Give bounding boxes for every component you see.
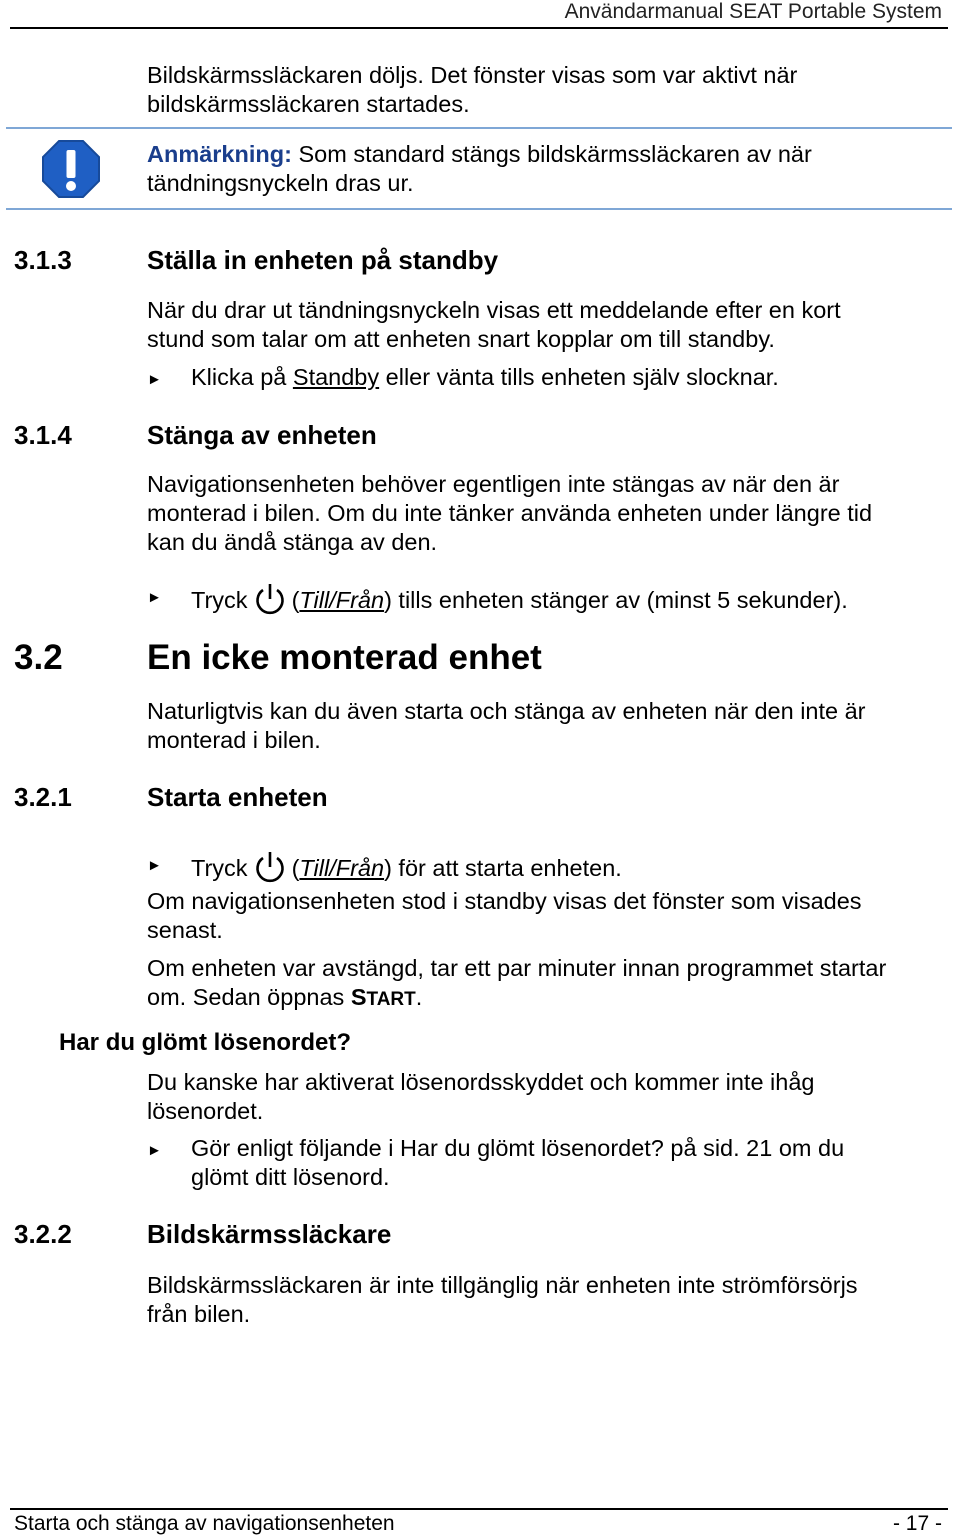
till-fran-link[interactable]: Till/Från	[299, 855, 385, 881]
power-icon	[252, 581, 288, 617]
section-title-3-1-3: Ställa in enheten på standby	[147, 245, 499, 275]
triangle-right-icon: ►	[147, 857, 162, 874]
bullet-text: Klicka på	[191, 364, 293, 390]
bullet-text: (	[291, 855, 300, 881]
bullet-text: Tryck	[191, 587, 248, 613]
bullet-line: glömt ditt lösenord.	[191, 1164, 390, 1190]
paragraph-3-2-1-a	[147, 887, 862, 945]
bullet-forgot	[191, 1134, 844, 1192]
paragraph-line: från bilen.	[147, 1301, 251, 1327]
section-title-3-2: En icke monterad enhet	[147, 638, 542, 677]
paragraph-3-2-1-b	[147, 954, 886, 1014]
triangle-right-icon: ►	[147, 1142, 162, 1159]
paragraph-text: om. Sedan öppnas	[147, 984, 351, 1010]
paragraph-text: .	[415, 984, 423, 1010]
paragraph-line: Naturligtvis kan du även starta och stänga av enheten när den inte är	[147, 698, 866, 724]
paragraph-3-2-2	[147, 1271, 858, 1329]
intro-line-2: bildskärmssläckaren startades.	[147, 91, 470, 117]
paragraph-line	[147, 983, 886, 1014]
section-title-3-2-2: Bildskärmssläckare	[147, 1219, 392, 1249]
paragraph-line: Om navigationsenheten stod i standby visas det fönster som visades	[147, 888, 862, 914]
paragraph-line: stund som talar om att enheten snart kopplar om till standby.	[147, 326, 775, 352]
paragraph-line: senast.	[147, 917, 223, 943]
section-title-3-2-1: Starta enheten	[147, 782, 328, 812]
standby-link[interactable]: Standby	[292, 364, 380, 390]
paragraph-line: När du drar ut tändningsnyckeln visas ett meddelande efter en kort	[147, 297, 841, 323]
paragraph-line: kan du ändå stänga av den.	[147, 529, 438, 555]
paragraph-line: monterad i bilen. Om du inte tänker använda enheten under längre tid	[147, 500, 873, 526]
note-line-1: Som standard stängs bildskärmssläckaren av när	[291, 141, 812, 167]
paragraph-3-1-4	[147, 470, 872, 557]
section-number-3-2: 3.2	[14, 638, 63, 677]
triangle-right-icon: ►	[147, 589, 162, 606]
section-number-3-2-1: 3.2.1	[14, 782, 72, 812]
bullet-line: Gör enligt följande i Har du glömt lösenordet? på sid. 21 om du	[191, 1135, 845, 1161]
paragraph-line: Navigationsenheten behöver egentligen inte stängas av när den är	[147, 471, 840, 497]
paragraph-line: Om enheten var avstängd, tar ett par minuter innan programmet startar	[147, 955, 887, 981]
bullet-3-1-4	[191, 581, 848, 617]
exclamation-icon	[40, 138, 102, 200]
note-line-2: tändningsnyckeln dras ur.	[147, 170, 414, 196]
section-number-3-1-3: 3.1.3	[14, 245, 72, 275]
section-title-3-1-4: Stänga av enheten	[147, 420, 377, 450]
bullet-text: ) tills enheten stänger av (minst 5 sekunder).	[384, 587, 848, 613]
paragraph-line: lösenordet.	[147, 1098, 264, 1124]
paragraph-forgot	[147, 1068, 814, 1126]
running-header: Användarmanual SEAT Portable System	[564, 0, 942, 23]
note-label: Anmärkning:	[147, 141, 292, 167]
note-rule-top	[6, 127, 952, 129]
forgot-password-heading: Har du glömt lösenordet?	[59, 1029, 352, 1056]
bullet-3-2-1	[191, 849, 622, 885]
paragraph-line: Du kanske har aktiverat lösenordsskyddet och kommer inte ihåg	[147, 1069, 815, 1095]
power-icon	[252, 849, 288, 885]
bullet-text: (	[291, 587, 300, 613]
start-label: TART	[366, 989, 416, 1010]
header-rule	[10, 27, 948, 29]
intro-line-1: Bildskärmssläckaren döljs. Det fönster visas som var aktivt när	[147, 62, 798, 88]
section-number-3-2-2: 3.2.2	[14, 1219, 72, 1249]
paragraph-line: Bildskärmssläckaren är inte tillgänglig när enheten inte strömförsörjs	[147, 1272, 858, 1298]
footer-rule	[10, 1508, 948, 1510]
till-fran-link[interactable]: Till/Från	[299, 587, 385, 613]
paragraph-line: monterad i bilen.	[147, 727, 321, 753]
note-text	[147, 140, 812, 198]
page-number: - 17 -	[892, 1512, 942, 1535]
intro-paragraph	[147, 61, 797, 119]
triangle-right-icon: ►	[147, 371, 162, 388]
section-number-3-1-4: 3.1.4	[14, 420, 72, 450]
bullet-text: eller vänta tills enheten själv slocknar.	[379, 364, 779, 390]
paragraph-3-1-3	[147, 296, 841, 354]
paragraph-3-2	[147, 697, 866, 755]
bullet-text: ) för att starta enheten.	[384, 855, 622, 881]
note-rule-bottom	[6, 208, 952, 210]
bullet-3-1-3	[191, 363, 779, 392]
bullet-text: Tryck	[191, 855, 248, 881]
start-label: S	[350, 984, 367, 1010]
footer-chapter-title: Starta och stänga av navigationsenheten	[14, 1512, 395, 1535]
